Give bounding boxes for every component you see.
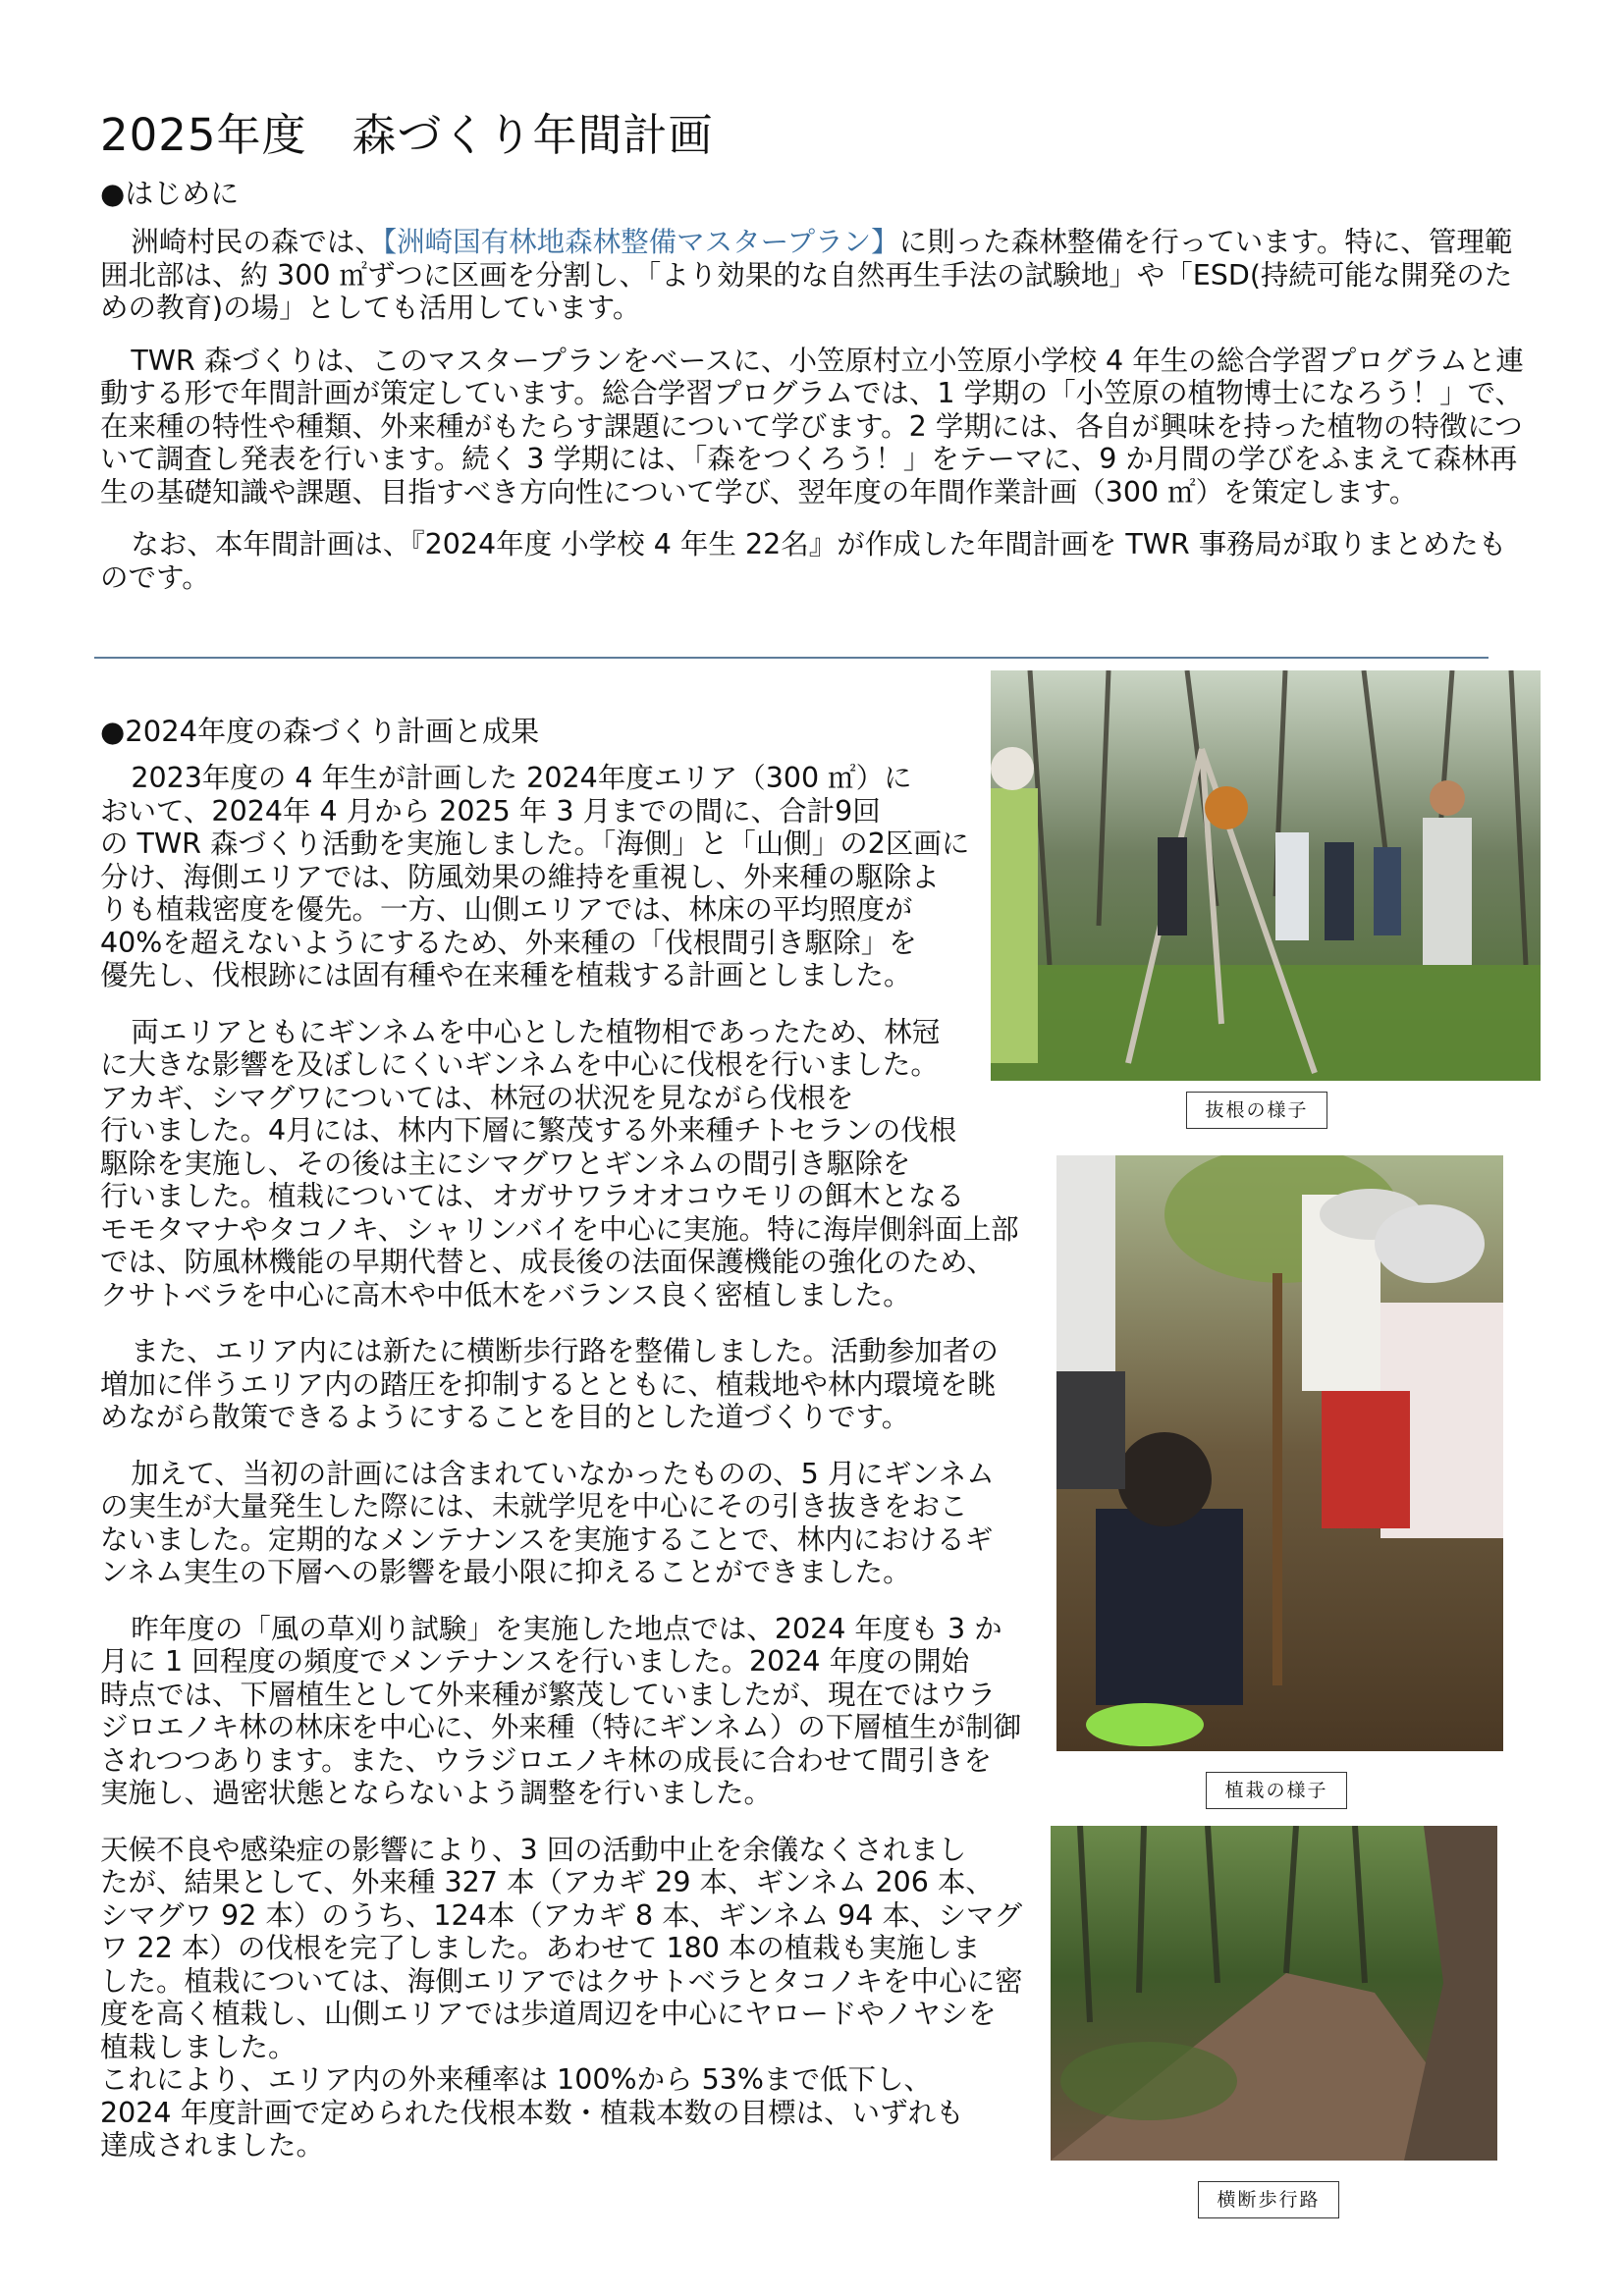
planting-photo bbox=[1056, 1155, 1503, 1751]
results-paragraph-7: これにより、エリア内の外来種率は 100%から 53%まで低下し、 2024 年度計画で定められた伐根本数・植栽本数の目標は、いずれも 達成されました。 bbox=[100, 2063, 964, 2162]
intro-p1-post: に則った森林整備を行っています。特に、管理範囲北部は、約 300 ㎡ずつに区画を分割し、「より効果的な自然再生手法の試験地」や「ESD(持続可能な開発のための教育)の場」としても活用しています。 bbox=[100, 226, 1513, 324]
results-body bbox=[100, 762, 1023, 2163]
intro-body bbox=[100, 226, 1524, 614]
results-paragraph-3: また、エリア内には新たに横断歩行路を整備しました。活動参加者の 増加に伴うエリア内の踏圧を抑制するとともに、植栽地や林内環境を眺 めながら散策できるようにすることを目的とした道づくりです。 bbox=[100, 1335, 999, 1433]
intro-p1-pre: 洲崎村民の森では、 bbox=[131, 226, 383, 258]
intro-paragraph-1 bbox=[100, 226, 1524, 325]
results-paragraph-6: 天候不良や感染症の影響により、3 回の活動中止を余儀なくされまし たが、結果として、外来種 327 本（アカギ 29 本、ギンネム 206 本、 シマグワ 92 本）のうち、124本（アカギ 8 本、ギンネム 94 本、シマグ ワ 22 本）の伐根を完了しました。あわせて 180 本の植栽も実施しま した。植栽については、海側エリアではクサトベラとタコノキを中心に密 度を高く植栽し、山側エリアでは歩道周辺を中心にヤロードやノヤシを 植栽しました。 bbox=[100, 1833, 1023, 2063]
results-paragraph-2: 両エリアともにギンネムを中心とした植物相であったため、林冠 に大きな影響を及ぼしにくいギンネムを中心に伐根を行いました。 アカギ、シマグワについては、林冠の状況を見ながら伐根を 行いました。4月には、林内下層に繁茂する外来種チトセランの伐根 駆除を実施し、その後は主にシマグワとギンネムの間引き駆除を 行いました。植栽については、オガサワラオオコウモリの餌木となる モモタマナやタコノキ、シャリンバイを中心に実施。特に海岸側斜面上部 では、防風林機能の早期代替と、成長後の法面保護機能の強化のため、 クサトベラを中心に高木や中低木をバランス良く密植しました。 bbox=[100, 1015, 1019, 1311]
crossing-path-photo bbox=[1051, 1826, 1497, 2161]
results-heading: ●2024年度の森づくり計画と成果 bbox=[100, 715, 540, 748]
results-paragraph-5: 昨年度の「風の草刈り試験」を実施した地点では、2024 年度も 3 か 月に 1 回程度の頻度でメンテナンスを行いました。2024 年度の開始 時点では、下層植生として外来種が繁茂していましたが、現在ではウラ ジロエノキ林の林床を中心に、外来種（特にギンネム）の下層植生が制御 されつつあります。また、ウラジロエノキ林の成長に合わせて間引きを 実施し、過密状態とならないよう調整を行いました。 bbox=[100, 1612, 1022, 1809]
results-paragraph-4: 加えて、当初の計画には含まれていなかったものの、5 月にギンネム の実生が大量発生した際には、未就学児を中心にその引き抜きをおこ ないました。定期的なメンテナンスを実施することで、林内におけるギ ンネム実生の下層への影響を最小限に抑えることができました。 bbox=[100, 1457, 995, 1588]
crossing-path-caption: 横断歩行路 bbox=[1198, 2181, 1339, 2218]
intro-paragraph-3: なお、本年間計画は、『2024年度 小学校 4 年生 22名』が作成した年間計画を TWR 事務局が取りまとめたものです。 bbox=[100, 528, 1507, 594]
page-title: 2025年度 森づくり年間計画 bbox=[100, 109, 714, 161]
masterplan-link[interactable]: 【洲崎国有林地森林整備マスタープラン】 bbox=[382, 226, 899, 258]
planting-caption: 植栽の様子 bbox=[1206, 1772, 1347, 1809]
results-paragraph-1: 2023年度の 4 年生が計画した 2024年度エリア（300 ㎡）に おいて、2024年 4 月から 2025 年 3 月までの間に、合計9回 の TWR 森づくり活動を実施しました。「海側」と「山側」の2区画に 分け、海側エリアでは、防風効果の維持を重視し、外来種の駆除よ りも植栽密度を優先。一方、山側エリアでは、林床の平均照度が 40%を超えないようにするため、外来種の「伐根間引き駆除」を 優先し、伐根跡には固有種や在来種を植栽する計画としました。 bbox=[100, 762, 970, 991]
uprooting-photo bbox=[991, 670, 1541, 1081]
intro-paragraph-2: TWR 森づくりは、このマスタープランをベースに、小笠原村立小笠原小学校 4 年生の総合学習プログラムと連動する形で年間計画が策定しています。総合学習プログラムでは、1 学期の「小笠原の植物博士になろう！」で、在来種の特性や種類、外来種がもたらす課題について学びます。2 学期には、各自が興味を持った植物の特徴について調査し発表を行います。続く 3 学期には、「森をつくろう！」をテーマに、9 か月間の学びをふまえて森林再生の基礎知識や課題、目指すべき方向性について学び、翌年度の年間作業計画（300 ㎡）を策定します。 bbox=[100, 344, 1524, 508]
section-divider bbox=[94, 657, 1489, 659]
uprooting-caption: 抜根の様子 bbox=[1186, 1092, 1327, 1129]
intro-heading: ●はじめに bbox=[100, 177, 240, 210]
